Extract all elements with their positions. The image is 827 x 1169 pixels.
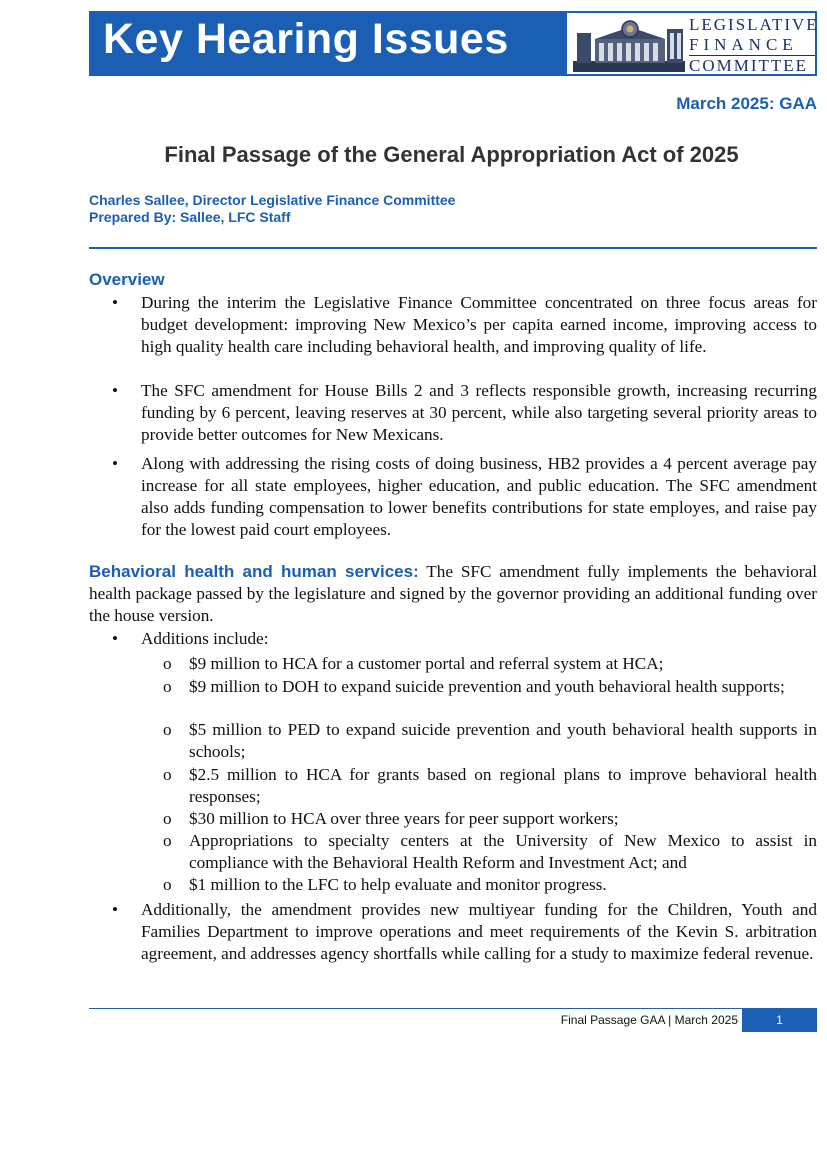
document-title: Final Passage of the General Appropriation Act of 2025 bbox=[164, 142, 739, 167]
overview-bullet-2 bbox=[112, 380, 817, 446]
bullet-dot-icon: • bbox=[112, 629, 119, 648]
circle-bullet-icon: o bbox=[163, 809, 172, 828]
bullet-dot-icon: • bbox=[112, 381, 119, 400]
addition-item bbox=[163, 676, 817, 698]
addition-text: $1 million to the LFC to help evaluate and monitor progress. bbox=[189, 875, 607, 894]
addition-text: $5 million to PED to expand suicide prevention and youth behavioral health supports in schools; bbox=[189, 720, 817, 761]
addition-text: $2.5 million to HCA for grants based on regional plans to improve behavioral health responses; bbox=[189, 765, 817, 806]
circle-bullet-icon: o bbox=[163, 765, 172, 784]
author-line-2: Prepared By: Sallee, LFC Staff bbox=[89, 209, 291, 225]
issue-date: March 2025: GAA bbox=[676, 94, 817, 113]
addition-text: $30 million to HCA over three years for peer support workers; bbox=[189, 809, 619, 828]
addition-text: $9 million to HCA for a customer portal and referral system at HCA; bbox=[189, 654, 664, 673]
bullet-text: During the interim the Legislative Finance Committee concentrated on three focus areas for budget development: improving New Mexico’s per capita earned income, improving access to high quality health care including behavioral health, and improving quality of life. bbox=[141, 293, 817, 356]
bullet-text: Additionally, the amendment provides new multiyear funding for the Children, Youth and Families Department to improve operations and meet requirements of the Kevin S. arbitration agreement, and addresses agency shortfalls while calling for a study to maximize federal revenue. bbox=[141, 900, 817, 963]
bullet-text: The SFC amendment for House Bills 2 and 3 reflects responsible growth, increasing recurring funding by 6 percent, leaving reserves at 30 percent, while also targeting several priority areas to provide better outcomes for New Mexicans. bbox=[141, 381, 817, 444]
circle-bullet-icon: o bbox=[163, 831, 172, 850]
addition-item bbox=[163, 653, 817, 675]
page-number: 1 bbox=[742, 1009, 817, 1032]
logo-line-legislative: LEGISLATIVE bbox=[689, 15, 819, 34]
overview-bullet-1 bbox=[112, 292, 817, 358]
bullet-dot-icon: • bbox=[112, 454, 119, 473]
addition-item bbox=[163, 830, 817, 874]
behavioral-bullet-additions bbox=[112, 628, 817, 650]
behavioral-health-heading: Behavioral health and human services: bbox=[89, 562, 419, 581]
circle-bullet-icon: o bbox=[163, 875, 172, 894]
addition-text: Appropriations to specialty centers at the University of New Mexico to assist in compliance with the Behavioral Health Reform and Investment Act; and bbox=[189, 831, 817, 872]
bullet-text: Along with addressing the rising costs of doing business, HB2 provides a 4 percent average pay increase for all state employees, higher education, and public education. The SFC amendment also adds funding compensation to lower benefits contributions for state employes, and raise pay for the lowest paid court employees. bbox=[141, 454, 817, 539]
circle-bullet-icon: o bbox=[163, 720, 172, 739]
addition-item bbox=[163, 764, 817, 808]
header-banner bbox=[89, 11, 817, 76]
lfc-logo bbox=[565, 11, 817, 76]
footer-divider bbox=[89, 1008, 817, 1009]
behavioral-bullet-cyfd bbox=[112, 899, 817, 965]
banner-title: Key Hearing Issues bbox=[103, 15, 509, 63]
behavioral-health-paragraph bbox=[89, 561, 817, 627]
addition-text: $9 million to DOH to expand suicide prevention and youth behavioral health supports; bbox=[189, 677, 785, 696]
bullet-text: Additions include: bbox=[141, 629, 269, 648]
logo-wordmark bbox=[689, 15, 819, 76]
circle-bullet-icon: o bbox=[163, 654, 172, 673]
overview-heading: Overview bbox=[89, 270, 165, 289]
overview-bullet-3 bbox=[112, 453, 817, 541]
header-divider bbox=[89, 247, 817, 249]
capitol-building-icon bbox=[571, 17, 687, 74]
logo-line-committee: COMMITTEE bbox=[689, 55, 815, 76]
addition-item bbox=[163, 874, 817, 896]
bullet-dot-icon: • bbox=[112, 293, 119, 312]
footer-label: Final Passage GAA | March 2025 bbox=[560, 1013, 738, 1027]
bullet-dot-icon: • bbox=[112, 900, 119, 919]
addition-item bbox=[163, 719, 817, 763]
author-line-1: Charles Sallee, Director Legislative Finance Committee bbox=[89, 192, 456, 208]
circle-bullet-icon: o bbox=[163, 677, 172, 696]
addition-item bbox=[163, 808, 817, 830]
logo-line-finance: FINANCE bbox=[689, 35, 798, 54]
behavioral-health-intro: The SFC amendment fully implements the behavioral health package passed by the legislature and signed by the governor providing an additional funding over the house version. bbox=[89, 562, 817, 625]
